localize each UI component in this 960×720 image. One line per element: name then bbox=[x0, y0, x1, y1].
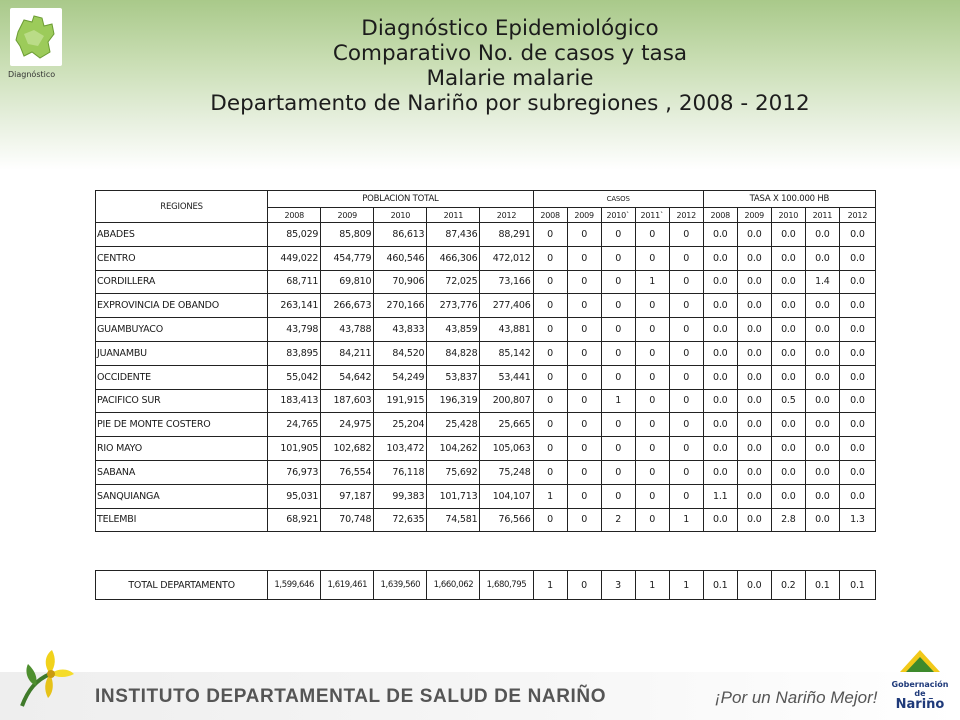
region-cell: CENTRO bbox=[96, 246, 268, 270]
casos-cell: 0 bbox=[669, 413, 703, 437]
tasa-cell: 0.0 bbox=[771, 413, 805, 437]
tasa-cell: 0.0 bbox=[737, 437, 771, 461]
tasa-cell: 0.0 bbox=[771, 294, 805, 318]
tasa-cell: 0.0 bbox=[839, 460, 875, 484]
population-cell: 101,905 bbox=[268, 437, 321, 461]
slogan: ¡Por un Nariño Mejor! bbox=[715, 688, 878, 707]
institute-logo bbox=[14, 646, 84, 712]
tasa-cell: 0.0 bbox=[737, 460, 771, 484]
population-cell: 273,776 bbox=[427, 294, 480, 318]
tasa-cell: 0.0 bbox=[771, 341, 805, 365]
total-pop-cell: 1,660,062 bbox=[427, 571, 480, 600]
casos-cell: 0 bbox=[635, 318, 669, 342]
population-cell: 25,665 bbox=[480, 413, 533, 437]
tasa-cell: 0.0 bbox=[805, 413, 839, 437]
tasa-cell: 0.0 bbox=[805, 389, 839, 413]
casos-cell: 0 bbox=[601, 460, 635, 484]
casos-cell: 0 bbox=[533, 460, 567, 484]
tasa-cell: 0.0 bbox=[703, 223, 737, 247]
casos-cell: 0 bbox=[669, 389, 703, 413]
tasa-cell: 0.0 bbox=[737, 294, 771, 318]
total-pop-cell: 1,599,646 bbox=[268, 571, 321, 600]
population-cell: 24,765 bbox=[268, 413, 321, 437]
population-cell: 187,603 bbox=[321, 389, 374, 413]
year-header: 2011 bbox=[805, 208, 839, 223]
casos-cell: 1 bbox=[669, 508, 703, 532]
tasa-cell: 0.0 bbox=[805, 460, 839, 484]
tasa-cell: 0.0 bbox=[771, 484, 805, 508]
total-casos-cell: 0 bbox=[567, 571, 601, 600]
casos-cell: 0 bbox=[567, 413, 601, 437]
population-cell: 105,063 bbox=[480, 437, 533, 461]
tasa-cell: 0.0 bbox=[839, 413, 875, 437]
region-cell: GUAMBUYACO bbox=[96, 318, 268, 342]
casos-cell: 0 bbox=[635, 223, 669, 247]
total-casos-cell: 1 bbox=[533, 571, 567, 600]
casos-cell: 0 bbox=[601, 365, 635, 389]
population-cell: 25,204 bbox=[374, 413, 427, 437]
year-header: 2011` bbox=[635, 208, 669, 223]
total-casos-cell: 1 bbox=[635, 571, 669, 600]
population-cell: 54,249 bbox=[374, 365, 427, 389]
total-row bbox=[96, 571, 876, 600]
casos-cell: 0 bbox=[533, 341, 567, 365]
population-cell: 104,262 bbox=[427, 437, 480, 461]
casos-cell: 0 bbox=[601, 294, 635, 318]
casos-cell: 0 bbox=[533, 223, 567, 247]
population-cell: 466,306 bbox=[427, 246, 480, 270]
casos-cell: 0 bbox=[567, 318, 601, 342]
population-cell: 83,895 bbox=[268, 341, 321, 365]
casos-cell: 0 bbox=[635, 365, 669, 389]
population-cell: 43,859 bbox=[427, 318, 480, 342]
tasa-cell: 0.0 bbox=[703, 437, 737, 461]
flower-icon bbox=[14, 646, 84, 708]
casos-cell: 0 bbox=[567, 294, 601, 318]
tasa-cell: 0.5 bbox=[771, 389, 805, 413]
total-label: TOTAL DEPARTAMENTO bbox=[96, 571, 268, 600]
population-cell: 75,248 bbox=[480, 460, 533, 484]
tasa-cell: 0.0 bbox=[771, 437, 805, 461]
tasa-cell: 0.0 bbox=[703, 389, 737, 413]
population-cell: 76,554 bbox=[321, 460, 374, 484]
table-row bbox=[96, 484, 876, 508]
tasa-cell: 0.0 bbox=[839, 389, 875, 413]
population-cell: 85,029 bbox=[268, 223, 321, 247]
total-tasa-cell: 0.1 bbox=[839, 571, 875, 600]
population-cell: 68,711 bbox=[268, 270, 321, 294]
population-cell: 263,141 bbox=[268, 294, 321, 318]
population-cell: 99,383 bbox=[374, 484, 427, 508]
tasa-cell: 0.0 bbox=[805, 484, 839, 508]
gob-line-2: Nariño bbox=[895, 697, 945, 712]
casos-cell: 1 bbox=[533, 484, 567, 508]
population-cell: 72,025 bbox=[427, 270, 480, 294]
tasa-cell: 0.0 bbox=[805, 246, 839, 270]
tasa-cell: 0.0 bbox=[771, 246, 805, 270]
region-cell: SANQUIANGA bbox=[96, 484, 268, 508]
total-pop-cell: 1,639,560 bbox=[374, 571, 427, 600]
tasa-cell: 0.0 bbox=[805, 223, 839, 247]
total-tasa-cell: 0.0 bbox=[737, 571, 771, 600]
population-cell: 196,319 bbox=[427, 389, 480, 413]
casos-cell: 0 bbox=[533, 294, 567, 318]
population-cell: 76,973 bbox=[268, 460, 321, 484]
tasa-cell: 0.0 bbox=[771, 270, 805, 294]
gobernacion-logo bbox=[888, 648, 952, 711]
population-cell: 25,428 bbox=[427, 413, 480, 437]
total-tasa-cell: 0.1 bbox=[805, 571, 839, 600]
casos-cell: 0 bbox=[601, 413, 635, 437]
casos-cell: 0 bbox=[669, 460, 703, 484]
total-tasa-cell: 0.1 bbox=[703, 571, 737, 600]
casos-cell: 0 bbox=[533, 270, 567, 294]
logo-caption: Diagnóstico bbox=[8, 70, 56, 79]
region-cell: CORDILLERA bbox=[96, 270, 268, 294]
malaria-data-table bbox=[95, 190, 876, 532]
department-map-logo bbox=[10, 8, 62, 66]
tasa-cell: 0.0 bbox=[805, 365, 839, 389]
table-row bbox=[96, 318, 876, 342]
total-tasa-cell: 0.2 bbox=[771, 571, 805, 600]
year-header: 2011 bbox=[427, 208, 480, 223]
population-cell: 102,682 bbox=[321, 437, 374, 461]
table-row bbox=[96, 389, 876, 413]
population-cell: 449,022 bbox=[268, 246, 321, 270]
tasa-cell: 1.3 bbox=[839, 508, 875, 532]
casos-cell: 0 bbox=[669, 437, 703, 461]
region-cell: PACIFICO SUR bbox=[96, 389, 268, 413]
population-cell: 76,118 bbox=[374, 460, 427, 484]
population-cell: 86,613 bbox=[374, 223, 427, 247]
title-line: Malarie malarie bbox=[426, 66, 594, 91]
population-cell: 277,406 bbox=[480, 294, 533, 318]
population-cell: 55,042 bbox=[268, 365, 321, 389]
population-cell: 84,520 bbox=[374, 341, 427, 365]
casos-cell: 0 bbox=[567, 223, 601, 247]
casos-cell: 0 bbox=[533, 508, 567, 532]
table-row bbox=[96, 294, 876, 318]
tasa-cell: 0.0 bbox=[703, 318, 737, 342]
population-cell: 85,809 bbox=[321, 223, 374, 247]
casos-cell: 1 bbox=[635, 270, 669, 294]
casos-cell: 0 bbox=[567, 389, 601, 413]
table-row bbox=[96, 365, 876, 389]
population-cell: 54,642 bbox=[321, 365, 374, 389]
casos-cell: 0 bbox=[567, 341, 601, 365]
tasa-cell: 0.0 bbox=[771, 460, 805, 484]
population-cell: 84,828 bbox=[427, 341, 480, 365]
gob-line-1: Gobernación de bbox=[891, 680, 949, 698]
casos-cell: 0 bbox=[601, 484, 635, 508]
tasa-cell: 0.0 bbox=[839, 223, 875, 247]
population-cell: 43,881 bbox=[480, 318, 533, 342]
casos-cell: 0 bbox=[533, 437, 567, 461]
table-row bbox=[96, 413, 876, 437]
casos-cell: 0 bbox=[533, 365, 567, 389]
table-row bbox=[96, 460, 876, 484]
tasa-cell: 0.0 bbox=[703, 341, 737, 365]
tasa-cell: 0.0 bbox=[703, 294, 737, 318]
region-cell: JUANAMBU bbox=[96, 341, 268, 365]
tasa-cell: 0.0 bbox=[839, 318, 875, 342]
year-header: 2012 bbox=[839, 208, 875, 223]
population-cell: 72,635 bbox=[374, 508, 427, 532]
casos-cell: 0 bbox=[601, 437, 635, 461]
population-cell: 88,291 bbox=[480, 223, 533, 247]
year-header: 2008 bbox=[268, 208, 321, 223]
tasa-cell: 2.8 bbox=[771, 508, 805, 532]
year-header: 2010` bbox=[601, 208, 635, 223]
year-header: 2012 bbox=[669, 208, 703, 223]
table-row bbox=[96, 437, 876, 461]
institute-name: INSTITUTO DEPARTAMENTAL DE SALUD DE NARIÑO bbox=[95, 686, 607, 707]
tasa-cell: 0.0 bbox=[703, 246, 737, 270]
tasa-cell: 1.4 bbox=[805, 270, 839, 294]
tasa-cell: 0.0 bbox=[839, 270, 875, 294]
population-cell: 68,921 bbox=[268, 508, 321, 532]
tasa-cell: 0.0 bbox=[839, 437, 875, 461]
table-row bbox=[96, 508, 876, 532]
year-header: 2009 bbox=[567, 208, 601, 223]
casos-cell: 0 bbox=[533, 246, 567, 270]
casos-cell: 0 bbox=[635, 437, 669, 461]
tasa-cell: 0.0 bbox=[771, 318, 805, 342]
header-regiones: REGIONES bbox=[96, 191, 268, 223]
total-casos-cell: 3 bbox=[601, 571, 635, 600]
tasa-cell: 0.0 bbox=[771, 223, 805, 247]
tasa-cell: 0.0 bbox=[703, 508, 737, 532]
casos-cell: 0 bbox=[601, 270, 635, 294]
tasa-cell: 0.0 bbox=[703, 413, 737, 437]
casos-cell: 0 bbox=[635, 341, 669, 365]
casos-cell: 0 bbox=[635, 246, 669, 270]
population-cell: 84,211 bbox=[321, 341, 374, 365]
population-cell: 70,748 bbox=[321, 508, 374, 532]
population-cell: 191,915 bbox=[374, 389, 427, 413]
title-line: Comparativo No. de casos y tasa bbox=[332, 41, 688, 66]
tasa-cell: 0.0 bbox=[839, 246, 875, 270]
tasa-cell: 0.0 bbox=[737, 223, 771, 247]
population-cell: 75,692 bbox=[427, 460, 480, 484]
year-header: 2009 bbox=[321, 208, 374, 223]
table-row bbox=[96, 246, 876, 270]
casos-cell: 0 bbox=[635, 508, 669, 532]
population-cell: 87,436 bbox=[427, 223, 480, 247]
casos-cell: 0 bbox=[533, 413, 567, 437]
map-icon bbox=[14, 12, 58, 62]
tasa-cell: 0.0 bbox=[737, 508, 771, 532]
tasa-cell: 0.0 bbox=[805, 437, 839, 461]
population-cell: 200,807 bbox=[480, 389, 533, 413]
casos-cell: 2 bbox=[601, 508, 635, 532]
population-cell: 270,166 bbox=[374, 294, 427, 318]
casos-cell: 0 bbox=[601, 341, 635, 365]
casos-cell: 0 bbox=[567, 270, 601, 294]
tasa-cell: 0.0 bbox=[737, 341, 771, 365]
header-tasa: TASA X 100.000 HB bbox=[703, 191, 875, 208]
tasa-cell: 0.0 bbox=[805, 508, 839, 532]
tasa-cell: 0.0 bbox=[737, 413, 771, 437]
population-cell: 101,713 bbox=[427, 484, 480, 508]
gobernacion-emblem-icon bbox=[898, 648, 942, 674]
total-table bbox=[95, 570, 876, 600]
casos-cell: 0 bbox=[533, 318, 567, 342]
header-casos: CASOS bbox=[533, 191, 703, 208]
header-poblacion: POBLACION TOTAL bbox=[268, 191, 533, 208]
total-casos-cell: 1 bbox=[669, 571, 703, 600]
casos-cell: 0 bbox=[601, 318, 635, 342]
population-cell: 95,031 bbox=[268, 484, 321, 508]
tasa-cell: 0.0 bbox=[839, 365, 875, 389]
population-cell: 43,788 bbox=[321, 318, 374, 342]
population-cell: 53,441 bbox=[480, 365, 533, 389]
population-cell: 97,187 bbox=[321, 484, 374, 508]
population-cell: 266,673 bbox=[321, 294, 374, 318]
casos-cell: 0 bbox=[669, 294, 703, 318]
population-cell: 460,546 bbox=[374, 246, 427, 270]
population-cell: 53,837 bbox=[427, 365, 480, 389]
tasa-cell: 0.0 bbox=[805, 341, 839, 365]
title-line: Diagnóstico Epidemiológico bbox=[361, 16, 659, 41]
casos-cell: 0 bbox=[669, 365, 703, 389]
region-cell: ABADES bbox=[96, 223, 268, 247]
year-header: 2012 bbox=[480, 208, 533, 223]
year-header: 2009 bbox=[737, 208, 771, 223]
casos-cell: 0 bbox=[635, 413, 669, 437]
tasa-cell: 0.0 bbox=[737, 246, 771, 270]
casos-cell: 0 bbox=[567, 246, 601, 270]
tasa-cell: 0.0 bbox=[839, 294, 875, 318]
population-cell: 73,166 bbox=[480, 270, 533, 294]
casos-cell: 0 bbox=[567, 437, 601, 461]
casos-cell: 0 bbox=[635, 484, 669, 508]
casos-cell: 0 bbox=[669, 270, 703, 294]
tasa-cell: 0.0 bbox=[703, 365, 737, 389]
population-cell: 69,810 bbox=[321, 270, 374, 294]
population-cell: 103,472 bbox=[374, 437, 427, 461]
population-cell: 454,779 bbox=[321, 246, 374, 270]
casos-cell: 0 bbox=[635, 389, 669, 413]
total-pop-cell: 1,619,461 bbox=[321, 571, 374, 600]
casos-cell: 0 bbox=[669, 484, 703, 508]
casos-cell: 0 bbox=[635, 294, 669, 318]
casos-cell: 1 bbox=[601, 389, 635, 413]
tasa-cell: 1.1 bbox=[703, 484, 737, 508]
tasa-cell: 0.0 bbox=[703, 270, 737, 294]
region-cell: RIO MAYO bbox=[96, 437, 268, 461]
year-header: 2008 bbox=[533, 208, 567, 223]
region-cell: OCCIDENTE bbox=[96, 365, 268, 389]
population-cell: 104,107 bbox=[480, 484, 533, 508]
table-row bbox=[96, 341, 876, 365]
region-cell: EXPROVINCIA DE OBANDO bbox=[96, 294, 268, 318]
population-cell: 43,798 bbox=[268, 318, 321, 342]
casos-cell: 0 bbox=[567, 365, 601, 389]
region-cell: SABANA bbox=[96, 460, 268, 484]
population-cell: 183,413 bbox=[268, 389, 321, 413]
casos-cell: 0 bbox=[669, 246, 703, 270]
casos-cell: 0 bbox=[601, 246, 635, 270]
tasa-cell: 0.0 bbox=[737, 318, 771, 342]
total-pop-cell: 1,680,795 bbox=[480, 571, 533, 600]
population-cell: 85,142 bbox=[480, 341, 533, 365]
casos-cell: 0 bbox=[601, 223, 635, 247]
region-cell: TELEMBI bbox=[96, 508, 268, 532]
population-cell: 70,906 bbox=[374, 270, 427, 294]
casos-cell: 0 bbox=[567, 508, 601, 532]
tasa-cell: 0.0 bbox=[839, 484, 875, 508]
tasa-cell: 0.0 bbox=[737, 365, 771, 389]
year-header: 2008 bbox=[703, 208, 737, 223]
table-row bbox=[96, 270, 876, 294]
casos-cell: 0 bbox=[567, 484, 601, 508]
tasa-cell: 0.0 bbox=[771, 365, 805, 389]
casos-cell: 0 bbox=[669, 223, 703, 247]
population-cell: 24,975 bbox=[321, 413, 374, 437]
casos-cell: 0 bbox=[533, 389, 567, 413]
casos-cell: 0 bbox=[567, 460, 601, 484]
table-row bbox=[96, 223, 876, 247]
region-cell: PIE DE MONTE COSTERO bbox=[96, 413, 268, 437]
population-cell: 472,012 bbox=[480, 246, 533, 270]
population-cell: 74,581 bbox=[427, 508, 480, 532]
year-header: 2010 bbox=[374, 208, 427, 223]
tasa-cell: 0.0 bbox=[703, 460, 737, 484]
tasa-cell: 0.0 bbox=[839, 341, 875, 365]
casos-cell: 0 bbox=[669, 318, 703, 342]
year-header: 2010 bbox=[771, 208, 805, 223]
page-title bbox=[80, 16, 940, 116]
tasa-cell: 0.0 bbox=[737, 484, 771, 508]
casos-cell: 0 bbox=[669, 341, 703, 365]
population-cell: 43,833 bbox=[374, 318, 427, 342]
title-line: Departamento de Nariño por subregiones , 2008 - 2012 bbox=[210, 91, 810, 116]
tasa-cell: 0.0 bbox=[805, 318, 839, 342]
tasa-cell: 0.0 bbox=[737, 270, 771, 294]
tasa-cell: 0.0 bbox=[805, 294, 839, 318]
casos-cell: 0 bbox=[635, 460, 669, 484]
tasa-cell: 0.0 bbox=[737, 389, 771, 413]
population-cell: 76,566 bbox=[480, 508, 533, 532]
